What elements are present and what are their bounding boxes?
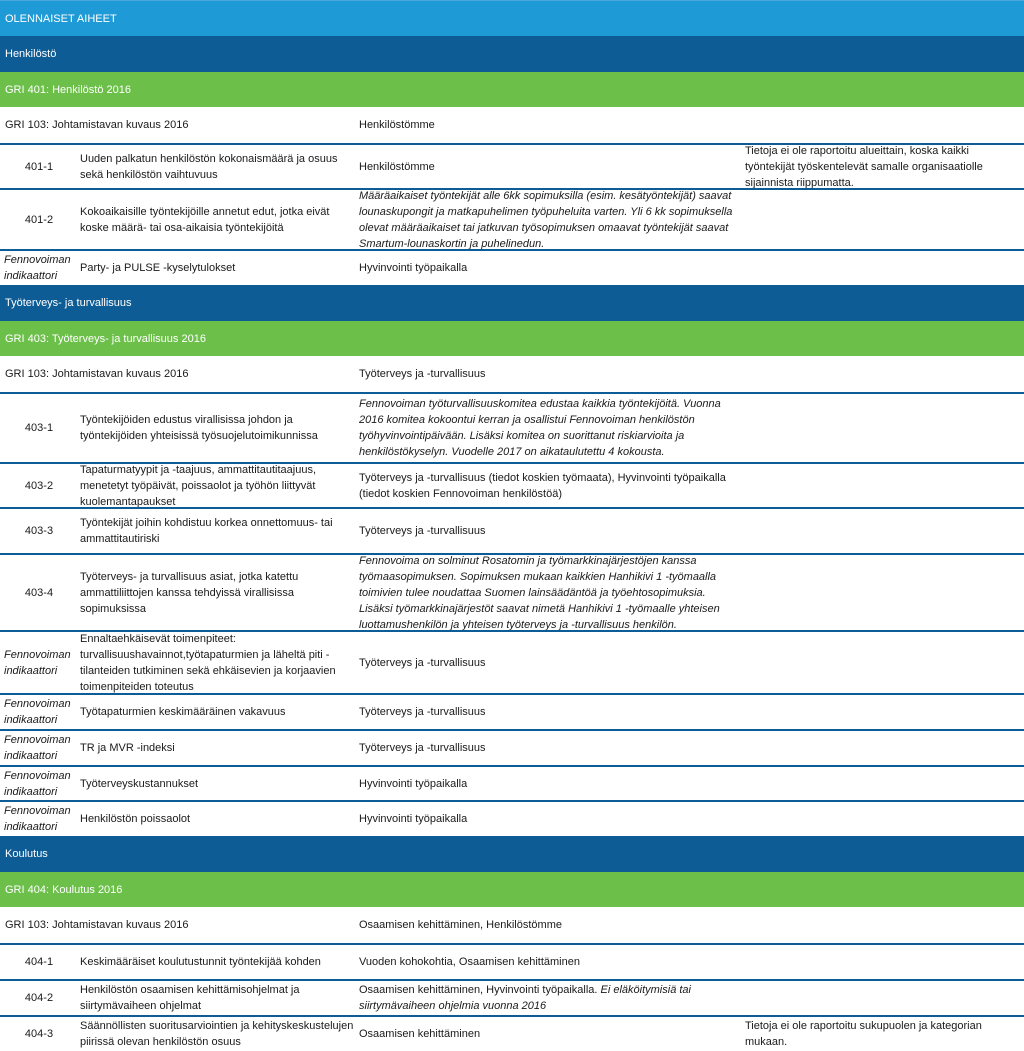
disclosure-code: Fennovoiman indikaattori	[4, 734, 71, 762]
report-reference: Määräaikaiset työntekijät alle 6kk sopimuksilla (esim. kesätyöntekijät) saavat lounaskupongit ja matkapuhelimen työpuheluita varten. Yli 6 kk sopimuksella olevat määräaikaiset tai jatkuvan työsopimuksen omaavat työntekijät saavat Smartum-lounaskortin ja puhelinedun.	[359, 190, 733, 249]
disclosure-title: Tapaturmatyypit ja -taajuus, ammattitautitaajuus, menetetyt työpäivät, poissaolot ja työhön liittyvät kuolemantapaukset	[80, 464, 317, 507]
disclosure-title: Ennaltaehkäisevät toimenpiteet: turvallisuushavainnot,työtapaturmien ja läheltä piti -tilanteiden tutkiminen sekä ehkäisevien ja korjaavien toimenpiteiden toteutus	[80, 632, 336, 693]
section-label: Henkilöstö	[5, 48, 57, 60]
omission-note: Tietoja ei ole raportoitu sukupuolen ja kategorian mukaan.	[745, 1020, 982, 1048]
disclosure-code: 404-1	[24, 956, 54, 968]
table-row-403-fennovoima-1	[0, 630, 1024, 693]
table-row-401-fennovoima	[0, 249, 1024, 285]
disclosure-code: Fennovoiman indikaattori	[4, 698, 71, 726]
table-row-401-2	[0, 188, 1024, 249]
table-row-403-3	[0, 507, 1024, 553]
disclosure-code: 401-1	[24, 160, 54, 173]
gri-standard-header-401	[0, 72, 1024, 107]
table-row-403-fennovoima-2	[0, 693, 1024, 729]
report-reference: Työterveys ja -turvallisuus	[359, 706, 486, 718]
disclosure-title: Henkilöstön poissaolot	[80, 813, 191, 825]
section-label: Koulutus	[5, 848, 48, 860]
report-reference: Fennovoiman työturvallisuuskomitea edustaa kaikkia työntekijöitä. Vuonna 2016 komitea kokoontui kerran ja osallistui Fennovoiman henkilöstön työhyvinvointipäivään. Lisäksi komitea on suorittanut riskiarvioita ja henkilöstökyselyn. Vuodelle 2017 on aikataulutettu 4 kokousta.	[359, 398, 721, 458]
disclosure-title: TR ja MVR -indeksi	[80, 742, 175, 754]
reference-italic-note: Ei eläköitymisiä tai siirtymävaiheen ohjelmia vuonna 2016	[359, 984, 691, 1012]
gri-standard-label: GRI 404: Koulutus 2016	[5, 883, 123, 896]
report-reference: Hyvinvointi työpaikalla	[359, 262, 468, 274]
report-reference: Työterveys ja -turvallisuus	[359, 742, 486, 754]
disclosure-title: Työntekijöiden edustus virallisissa johdon ja työntekijöiden yhteisissä työsuojelutoimikunnissa	[80, 414, 318, 442]
gri-standard-label: GRI 403: Työterveys- ja turvallisuus 2016	[5, 332, 206, 345]
table-row-404-103	[0, 907, 1024, 943]
report-reference: Osaamisen kehittäminen	[359, 1028, 481, 1040]
disclosure-code: Fennovoiman indikaattori	[4, 805, 71, 833]
section-header-occupational-safety	[0, 285, 1024, 321]
table-row-404-1	[0, 943, 1024, 979]
gri-standard-label: GRI 401: Henkilöstö 2016	[5, 83, 131, 96]
disclosure-code: 403-4	[24, 586, 54, 599]
disclosure-title: Henkilöstön osaamisen kehittämisohjelmat ja siirtymävaiheen ohjelmat	[80, 984, 300, 1012]
disclosure-title: Party- ja PULSE -kyselytulokset	[80, 262, 236, 274]
table-row-404-3	[0, 1015, 1024, 1051]
disclosure-code: 404-3	[24, 1028, 54, 1040]
table-row-403-2	[0, 462, 1024, 507]
disclosure-title: Säännöllisten suoritusarviointien ja kehityskeskustelujen piirissä olevan henkilöstön osuus	[80, 1020, 354, 1048]
table-row-403-4	[0, 553, 1024, 630]
report-reference: Hyvinvointi työpaikalla	[359, 813, 468, 825]
disclosure-title: Uuden palkatun henkilöstön kokonaismäärä ja osuus sekä henkilöstön vaihtuvuus	[80, 152, 338, 181]
table-row-403-1	[0, 392, 1024, 462]
report-reference: Henkilöstömme	[359, 119, 435, 131]
section-header-personnel	[0, 36, 1024, 72]
disclosure-code: 401-2	[24, 213, 54, 226]
table-row-403-fennovoima-5	[0, 800, 1024, 836]
table-row-403-fennovoima-4	[0, 765, 1024, 800]
table-row-404-2	[0, 979, 1024, 1015]
disclosure-title: Työntekijät joihin kohdistuu korkea onnettomuus- tai ammattitautiriski	[80, 517, 333, 545]
report-reference: Osaamisen kehittäminen, Henkilöstömme	[359, 919, 562, 931]
report-reference: Työterveys ja -turvallisuus (tiedot koskien työmaata), Hyvinvointi työpaikalla (tiedot koskien Fennovoiman henkilöstöä)	[359, 471, 726, 500]
gri-standard-header-404	[0, 872, 1024, 907]
disclosure-title: GRI 103: Johtamistavan kuvaus 2016	[5, 919, 189, 931]
disclosure-code: 403-2	[24, 479, 54, 492]
report-reference: Työterveys ja -turvallisuus	[359, 525, 486, 537]
report-reference: Fennovoima on solminut Rosatomin ja työmarkkinajärjestöjen kanssa työmaasopimuksen. Sopimuksen mukaan kaikkien Hanhikivi 1 -työmaalla toimivien tulee noudattaa Suomen lainsäädäntöä ja työehtosopimuksia. Lisäksi työmarkkinajärjestöt saavat nimetä Hanhikivi 1 -työmaalle yhteisen luottamushenkilön ja yhteisen työterveys ja -turvallisuus henkilön.	[359, 555, 720, 630]
disclosure-code: 404-2	[24, 992, 54, 1004]
disclosure-title: Työterveyskustannukset	[80, 777, 199, 790]
disclosure-code: Fennovoiman indikaattori	[4, 254, 71, 282]
disclosure-code: Fennovoiman indikaattori	[4, 769, 71, 798]
disclosure-title: GRI 103: Johtamistavan kuvaus 2016	[5, 119, 189, 131]
report-reference: Hyvinvointi työpaikalla	[359, 777, 468, 790]
omission-note: Tietoja ei ole raportoitu alueittain, koska kaikki työntekijät työskentelevät samalle organisaatiolle sijainnista riippumatta.	[745, 145, 983, 188]
gri-standard-header-403	[0, 321, 1024, 356]
disclosure-code: 403-3	[24, 525, 54, 537]
disclosure-title: GRI 103: Johtamistavan kuvaus 2016	[5, 368, 189, 380]
table-row-401-103	[0, 107, 1024, 143]
disclosure-title: Työterveys- ja turvallisuus asiat, jotka katettu ammattiliittojen kanssa tehdyissä virallisissa sopimuksissa	[80, 570, 299, 615]
report-reference: Työterveys ja -turvallisuus	[359, 656, 486, 669]
section-label: Työterveys- ja turvallisuus	[5, 297, 132, 309]
report-reference	[359, 981, 741, 1015]
table-row-403-fennovoima-3	[0, 729, 1024, 765]
table-row-401-1	[0, 143, 1024, 188]
report-reference: Työterveys ja -turvallisuus	[359, 368, 486, 380]
material-topics-header	[0, 0, 1024, 36]
reference-text: Osaamisen kehittäminen, Hyvinvointi työpaikalla.	[359, 984, 598, 996]
disclosure-title: Työtapaturmien keskimääräinen vakavuus	[80, 706, 286, 718]
header-label: OLENNAISET AIHEET	[5, 12, 117, 25]
disclosure-code: 403-1	[24, 422, 54, 434]
section-header-training	[0, 836, 1024, 872]
table-row-403-103	[0, 356, 1024, 392]
report-reference: Henkilöstömme	[359, 160, 435, 173]
disclosure-title: Keskimääräiset koulutustunnit työntekijää kohden	[80, 956, 321, 968]
disclosure-title: Kokoaikaisille työntekijöille annetut edut, jotka eivät koske määrä- tai osa-aikaisia työntekijöitä	[80, 205, 330, 234]
report-reference: Vuoden kohokohtia, Osaamisen kehittäminen	[359, 956, 580, 968]
disclosure-code: Fennovoiman indikaattori	[4, 648, 71, 677]
